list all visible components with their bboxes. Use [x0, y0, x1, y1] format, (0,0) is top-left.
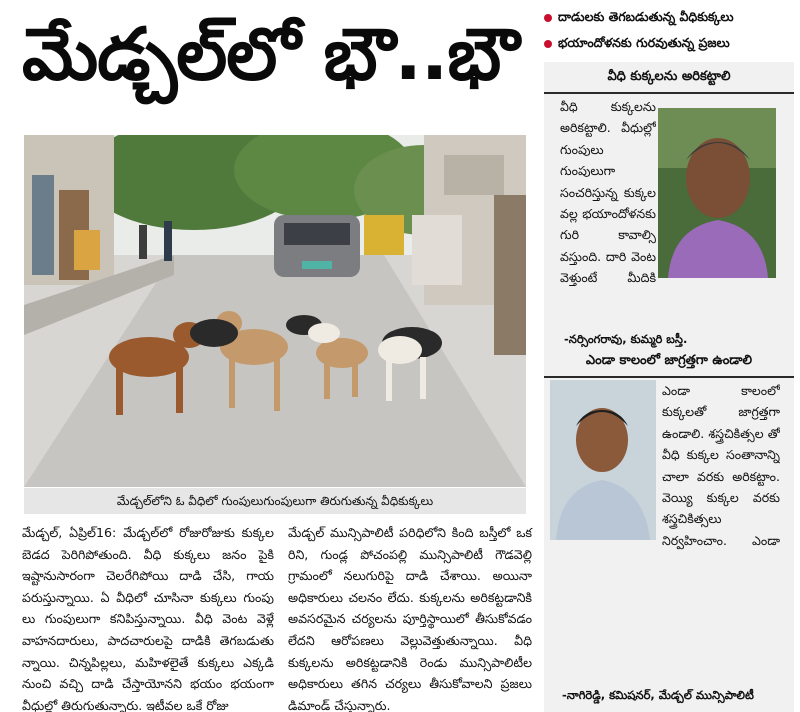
quote-text-2: ఎండా కాలంలో కుక్కలతో జాగ్రత్తగా ఉండాలి. శస్త్రచికిత్సల తో వీధి కుక్కల సంతానాన్ని చాలా వరకు అరికట్టాం. వెయ్యి కుక్కల వరకు శస్త్రచికిత్సలు నిర్వహించాం. ఎండా — [662, 383, 780, 548]
quote-text-1-cont — [560, 292, 782, 336]
article-column-2: మేడ్చల్ మున్సిపాలిటీ పరిధిలోని కింది బస్తీలో ఒక రిని, గుండ్ల పోచంపల్లి మున్సిపాలిటీ గౌడవెల్లి గ్రామంలో నలుగురిపై దాడి చేశాయి. అయినా అధికారులు చలనం లేదు. కుక్కలను అరికట్టడానికి అవసరమైన చర్యలను పూర్తిస్థాయిలో తీసుకోవడం లేదని ఆరోపణలు వెల్లువెత్తుతున్నాయి. వీధి కుక్కలను అరికట్టడానికి రెండు మున్సిపాలిటీల అధికారులు తగిన చర్యలు తీసుకోవాలని ప్రజలు డిమాండ్ చేస్తున్నారు. — [288, 525, 532, 712]
bullet-dot-icon — [544, 40, 552, 48]
bullet-text: దాడులకు తెగబడుతున్న వీధికుక్కలు — [558, 9, 734, 24]
bullet-item — [544, 4, 794, 30]
signature-2: -నాగిరెడ్డి, కమిషనర్, మేడ్చల్ మున్సిపాలిటీ — [562, 688, 754, 702]
bullet-text: భయాందోళనకు గురవుతున్న ప్రజలు — [558, 35, 730, 50]
sidebar-heading-1: వీధి కుక్కలను అరికట్టాలి — [544, 62, 794, 94]
street-dogs-photo — [24, 135, 526, 487]
signature-1: -నర్సింగరావు, కుమ్మరి బస్తీ. — [564, 332, 688, 346]
quote-text-1: వీధి కుక్కలను అరికట్టాలి. వీధుల్లో గుంపులు గుంపులుగా సంచరిస్తున్న కుక్కల వల్ల భయాందోళనకు గురి కావాల్సి వస్తుంది. దారి వెంట వెళ్తుంటే మీదికి — [560, 99, 656, 286]
bullet-dot-icon — [544, 14, 552, 22]
article-column-1: మేడ్చల్, ఏప్రిల్16: మేడ్చల్‌లో రోజురోజుకు కుక్కల బెడద పెరిగిపోతుంది. వీధి కుక్కలు జనం పైకి ఇష్టానుసారంగా చెలరేగిపోయి దాడి చేసి, గాయ పరుస్తున్నాయి. ఏ వీధిలో చూసినా కుక్కలు గుంపు లు గుంపులుగా కనిపిస్తున్నాయి. వీధి వెంట వెళ్లే వాహనదారులు, పాదచారులపై దాడికి తెగబడుతు న్నాయి. చిన్నపిల్లలు, మహిళలైతే కుక్కలు ఎక్కడి నుంచి వచ్చి దాడి చేస్తాయోనని భయం భయంగా వీధుల్లో తిరుగుతున్నారు. ఇటీవల ఒకే రోజు — [22, 525, 274, 712]
sidebar-heading-2: ఎండా కాలంలో జాగ్రత్తగా ఉండాలి — [544, 346, 794, 378]
photo-caption: మేడ్చల్‌లోని ఓ వీధిలో గుంపులుగుంపులుగా తిరుగుతున్న వీధికుక్కలు — [24, 488, 526, 514]
portrait-narsingarao — [658, 108, 776, 278]
headline: మేడ్చల్‌లో భౌ..భౌ — [22, 12, 519, 96]
sidebar — [544, 62, 794, 712]
bullet-list — [544, 4, 794, 56]
bullet-item — [544, 30, 794, 56]
portrait-nagireddy — [550, 380, 656, 540]
